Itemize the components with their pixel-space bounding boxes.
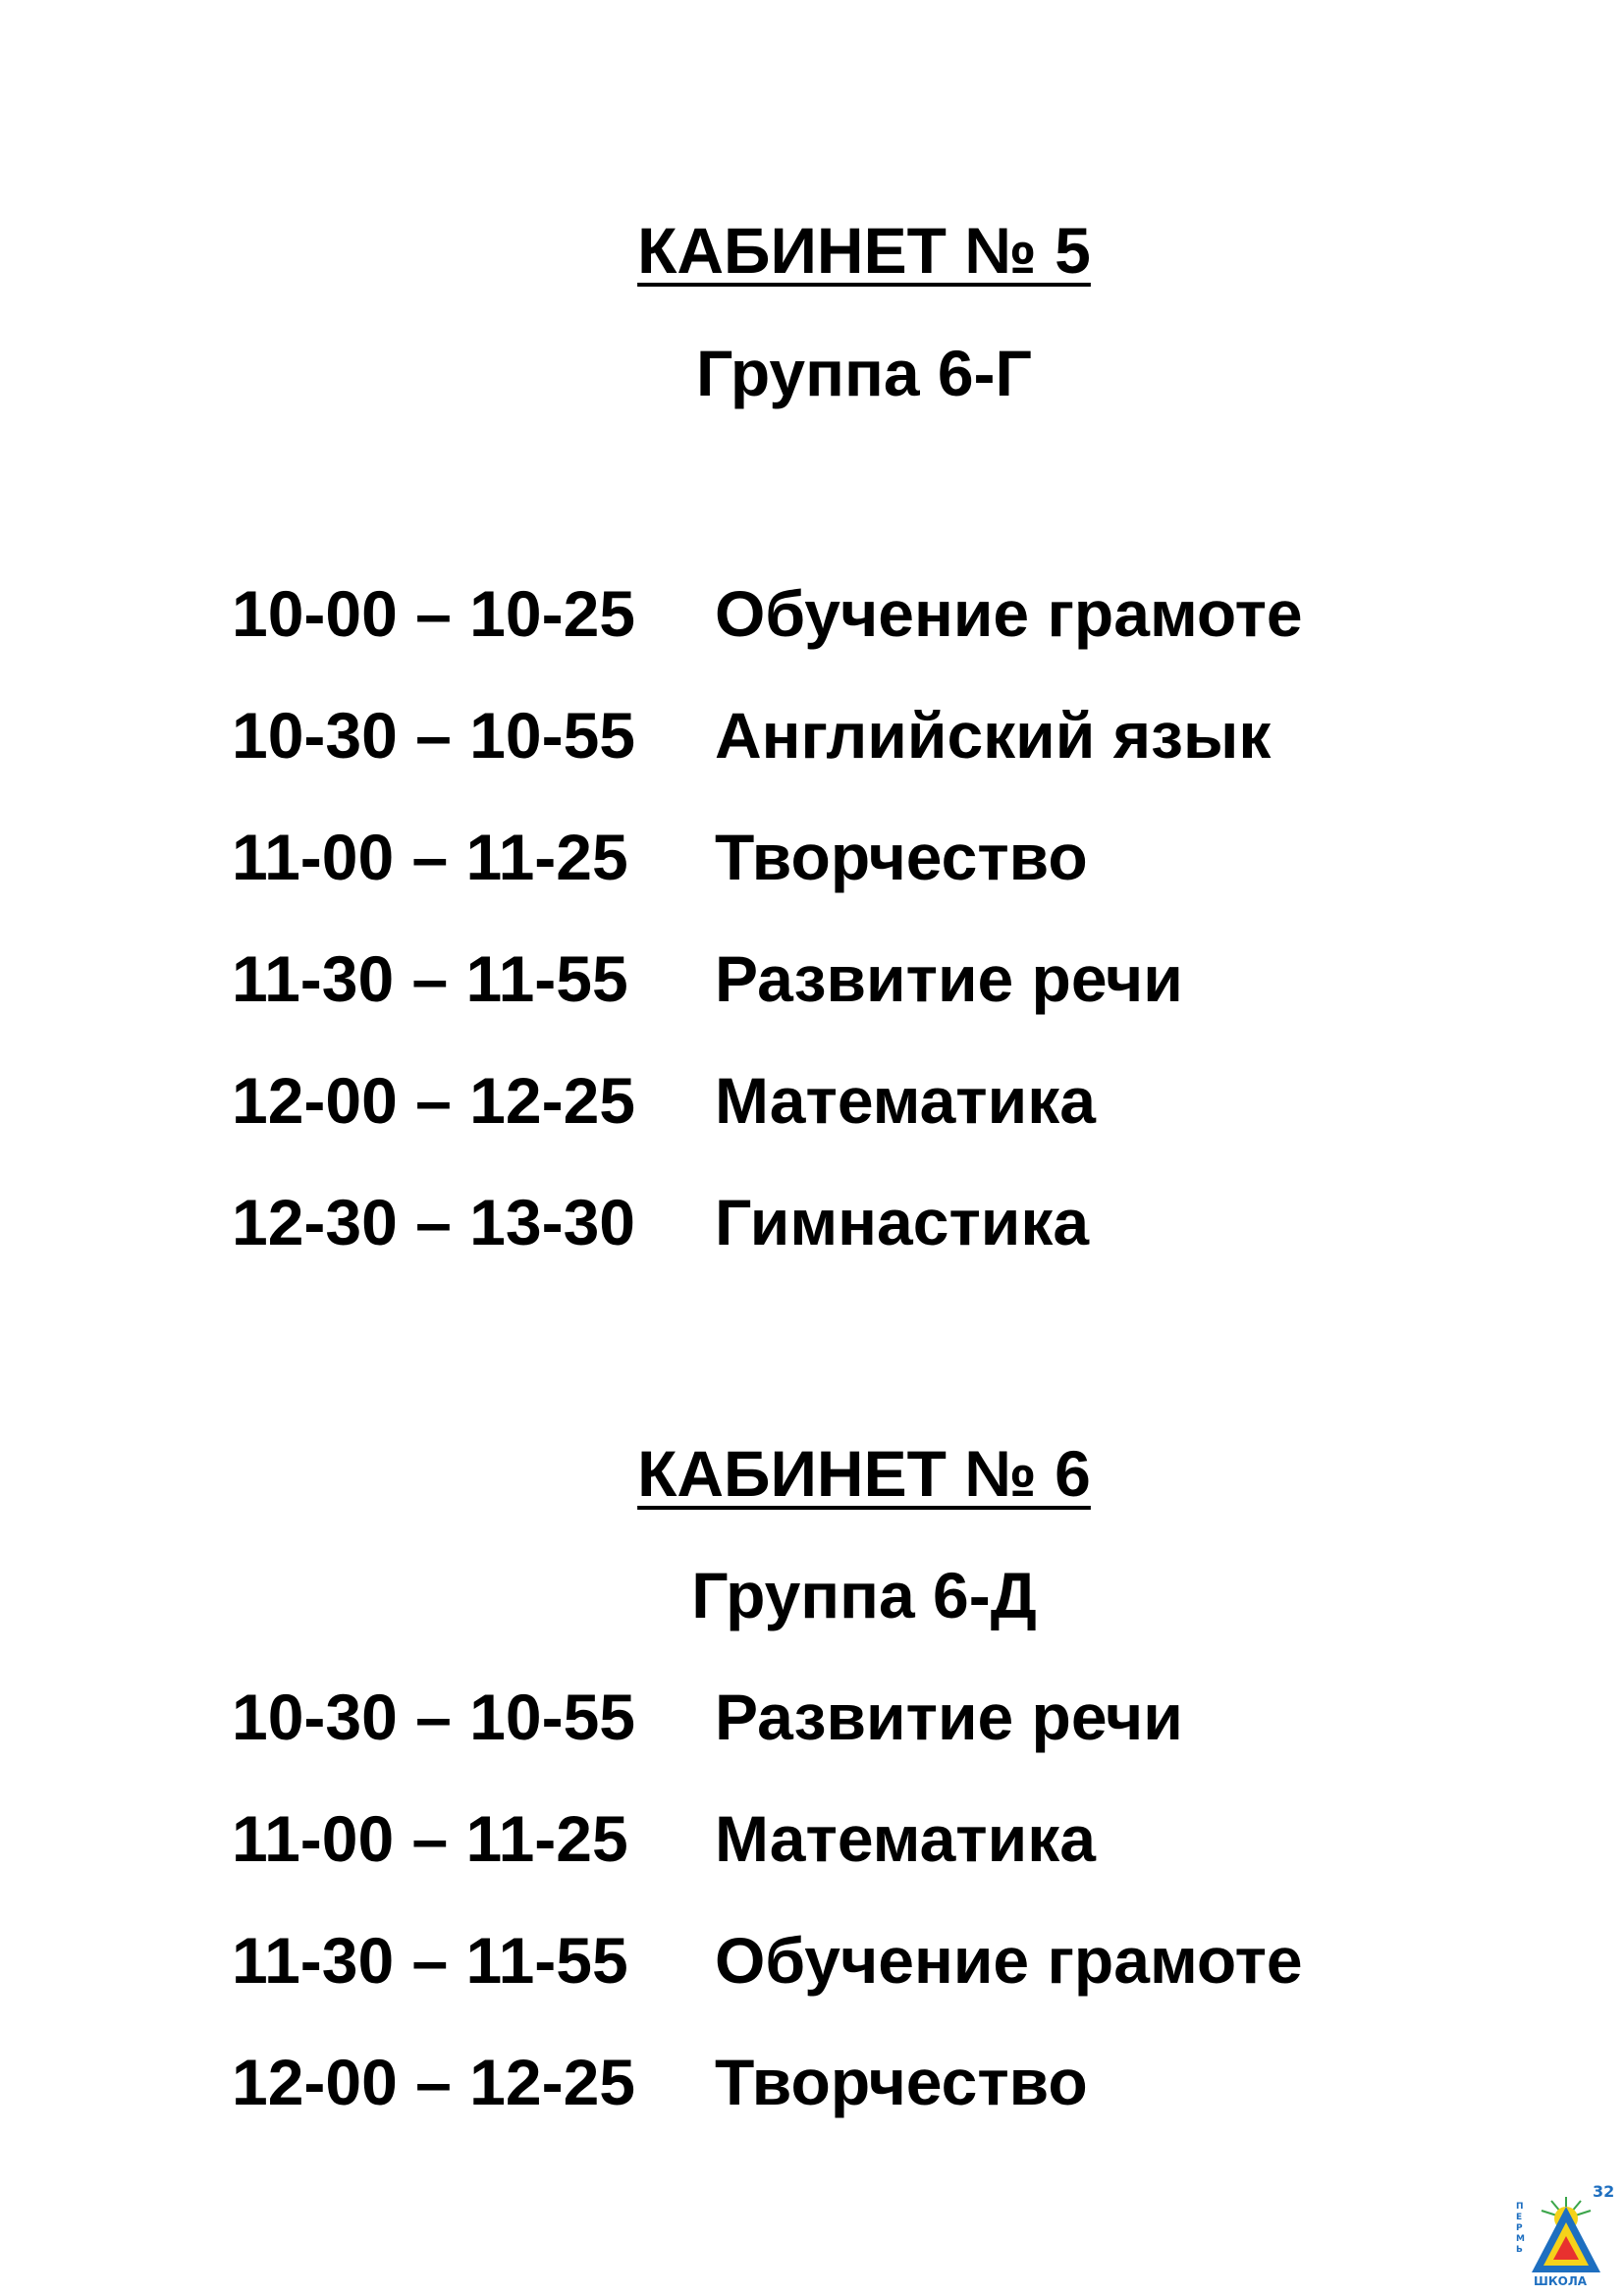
subject: Гимнастика bbox=[715, 1186, 1090, 1258]
svg-text:Ь: Ь bbox=[1516, 2245, 1523, 2255]
time-range: 10-00 – 10-25 bbox=[232, 577, 635, 650]
subject: Творчество bbox=[715, 821, 1088, 893]
subject: Творчество bbox=[715, 2046, 1088, 2118]
group-6g-heading: Группа 6-Г bbox=[696, 337, 1032, 409]
cabinet-6-heading: КАБИНЕТ № 6 bbox=[637, 1437, 1091, 1510]
time-range: 12-00 – 12-25 bbox=[232, 1064, 635, 1137]
subject: Обучение грамоте bbox=[715, 1924, 1303, 1997]
svg-text:П: П bbox=[1516, 2202, 1524, 2212]
logo-number: 32 bbox=[1593, 2182, 1615, 2201]
logo-school-label: ШКОЛА bbox=[1534, 2274, 1588, 2287]
time-range: 12-00 – 12-25 bbox=[232, 2046, 635, 2118]
time-range: 12-30 – 13-30 bbox=[232, 1186, 635, 1258]
subject: Английский язык bbox=[715, 699, 1272, 772]
time-range: 11-00 – 11-25 bbox=[232, 821, 628, 893]
svg-text:М: М bbox=[1516, 2234, 1525, 2244]
time-range: 10-30 – 10-55 bbox=[232, 1681, 635, 1753]
time-range: 11-30 – 11-55 bbox=[232, 942, 628, 1015]
group-6d-heading: Группа 6-Д bbox=[691, 1559, 1037, 1631]
svg-text:Р: Р bbox=[1516, 2223, 1523, 2233]
subject: Развитие речи bbox=[715, 1681, 1183, 1753]
subject: Математика bbox=[715, 1064, 1096, 1137]
cabinet-5-heading: КАБИНЕТ № 5 bbox=[637, 214, 1091, 287]
time-range: 11-30 – 11-55 bbox=[232, 1924, 628, 1997]
school-logo-icon bbox=[1512, 2179, 1620, 2287]
subject: Математика bbox=[715, 1802, 1096, 1875]
subject: Обучение грамоте bbox=[715, 577, 1303, 650]
time-range: 11-00 – 11-25 bbox=[232, 1802, 628, 1875]
subject: Развитие речи bbox=[715, 942, 1183, 1015]
svg-text:Е: Е bbox=[1516, 2213, 1523, 2222]
time-range: 10-30 – 10-55 bbox=[232, 699, 635, 772]
